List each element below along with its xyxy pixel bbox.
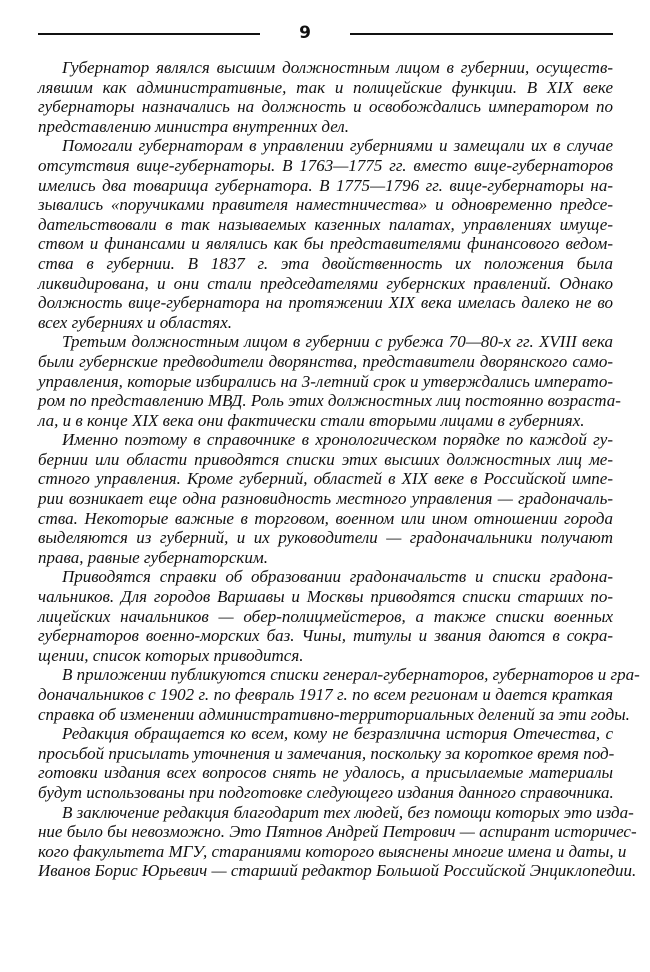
text-line: права, равные губернаторским. bbox=[38, 547, 268, 567]
text-line: представлению министра внутренних дел. bbox=[38, 116, 349, 136]
text-line: Губернатор являлся высшим должностным лицом в губернии, осуществ- bbox=[62, 58, 613, 77]
page-header bbox=[38, 22, 613, 44]
text-line: Помогали губернаторам в управлении губерниями и замещали их в случае bbox=[62, 136, 613, 156]
paragraph bbox=[38, 665, 640, 724]
text-line: ние было бы невозможно. Это Пятнов Андрей Петрович — аспирант историчес- bbox=[38, 822, 637, 842]
text-line: ства в губернии. В 1837 г. эта двойственность их положения была bbox=[38, 253, 613, 273]
header-rule-left bbox=[38, 33, 260, 35]
text-line: Третьим должностным лицом в губернии с рубежа 70—80-х гг. XVIII века bbox=[62, 332, 613, 352]
text-line: доначальников с 1902 г. по февраль 1917 г. по всем регионам и дается краткая bbox=[38, 685, 613, 704]
text-line: всех губерниях и областях. bbox=[38, 312, 232, 332]
text-line: зывались «поручиками правителя наместничества» и одновременно предсе- bbox=[38, 195, 613, 215]
text-line: были губернские предводители дворянства, представители дворянского само- bbox=[38, 351, 613, 371]
page-number: 9 bbox=[299, 23, 311, 43]
text-line: Редакция обращается ко всем, кому не безразлична история Отечества, с bbox=[62, 724, 613, 744]
header-rule-right bbox=[350, 33, 613, 35]
text-line: управления, которые избирались на 3-летний срок и утверждались императо- bbox=[38, 371, 613, 391]
text-line: будут использованы при подготовке следующего издания данного справочника. bbox=[38, 782, 614, 802]
text-line: выделяются из губерний, и их руководители — градоначальники получают bbox=[38, 528, 613, 548]
body-text bbox=[38, 58, 640, 881]
text-line: губернаторы назначались на должность и освобождались императором по bbox=[38, 97, 613, 117]
text-line: дательствовали в так называемых казенных палатах, управлениях имуще- bbox=[38, 214, 613, 234]
text-line: кого факультета МГУ, стараниями которого выяснены многие имена и даты, и bbox=[38, 841, 627, 861]
text-line: ла, и в конце XIX века они фактически стали вторыми лицами в губерниях. bbox=[38, 410, 585, 430]
text-line: ром по представлению МВД. Роль этих должностных лиц постоянно возраста- bbox=[38, 391, 621, 411]
paragraph bbox=[38, 724, 613, 802]
text-line: В заключение редакция благодарит тех людей, без помощи которых это изда- bbox=[62, 802, 634, 822]
text-line: отсутствия вице-губернаторы. В 1763—1775 гг. вместо вице-губернаторов bbox=[38, 155, 613, 175]
paragraph bbox=[38, 567, 613, 665]
paragraph bbox=[38, 332, 621, 430]
text-line: ства. Некоторые важные в торговом, военном или ином отношении города bbox=[38, 508, 613, 528]
text-line: просьбой присылать уточнения и замечания, поскольку за короткое время под- bbox=[38, 743, 615, 763]
text-line: имелись два товарища губернатора. В 1775—1796 гг. вице-губернаторы на- bbox=[38, 175, 613, 195]
text-line: рии возникает еще одна разновидность местного управления — градоначаль- bbox=[38, 489, 613, 509]
paragraph bbox=[38, 136, 613, 332]
paragraph bbox=[38, 58, 613, 136]
text-line: Именно поэтому в справочнике в хронологическом порядке по каждой гу- bbox=[62, 430, 613, 450]
text-line: бернии или области приводятся списки этих высших должностных лиц ме- bbox=[38, 449, 613, 469]
text-line: лявшим как административные, так и полицейские функции. В XIX веке bbox=[38, 77, 613, 97]
text-line: ликвидирована, и они стали председателями губернских правлений. Однако bbox=[38, 273, 613, 293]
text-line: губернаторов военно-морских баз. Чины, титулы и звания даются в сокра- bbox=[38, 626, 613, 646]
text-line: лицейских начальников — обер-полицмейстеров, а также списки военных bbox=[38, 606, 613, 626]
text-line: справка об изменении административно-территориальных делений за эти годы. bbox=[38, 704, 630, 724]
text-line: Иванов Борис Юрьевич — старший редактор Большой Российской Энциклопедии. bbox=[38, 861, 637, 881]
text-line: ством и финансами и являлись как бы представителями финансового ведом- bbox=[38, 234, 613, 254]
text-line: чальников. Для городов Варшавы и Москвы приводятся списки старших по- bbox=[38, 587, 613, 607]
text-line: В приложении публикуются списки генерал-губернаторов, губернаторов и гра- bbox=[62, 665, 640, 685]
paragraph bbox=[38, 802, 637, 881]
paragraph bbox=[38, 430, 613, 567]
text-line: стного управления. Кроме губерний, областей в XIX веке в Российской импе- bbox=[38, 469, 613, 489]
text-line: Приводятся справки об образовании градоначальств и списки градона- bbox=[62, 567, 613, 587]
text-line: готовки издания всех вопросов снять не удалось, а присылаемые материалы bbox=[38, 763, 613, 783]
text-line: щении, список которых приводится. bbox=[38, 645, 304, 665]
text-line: должность вице-губернатора на протяжении XIX века имелась далеко не во bbox=[38, 293, 613, 313]
